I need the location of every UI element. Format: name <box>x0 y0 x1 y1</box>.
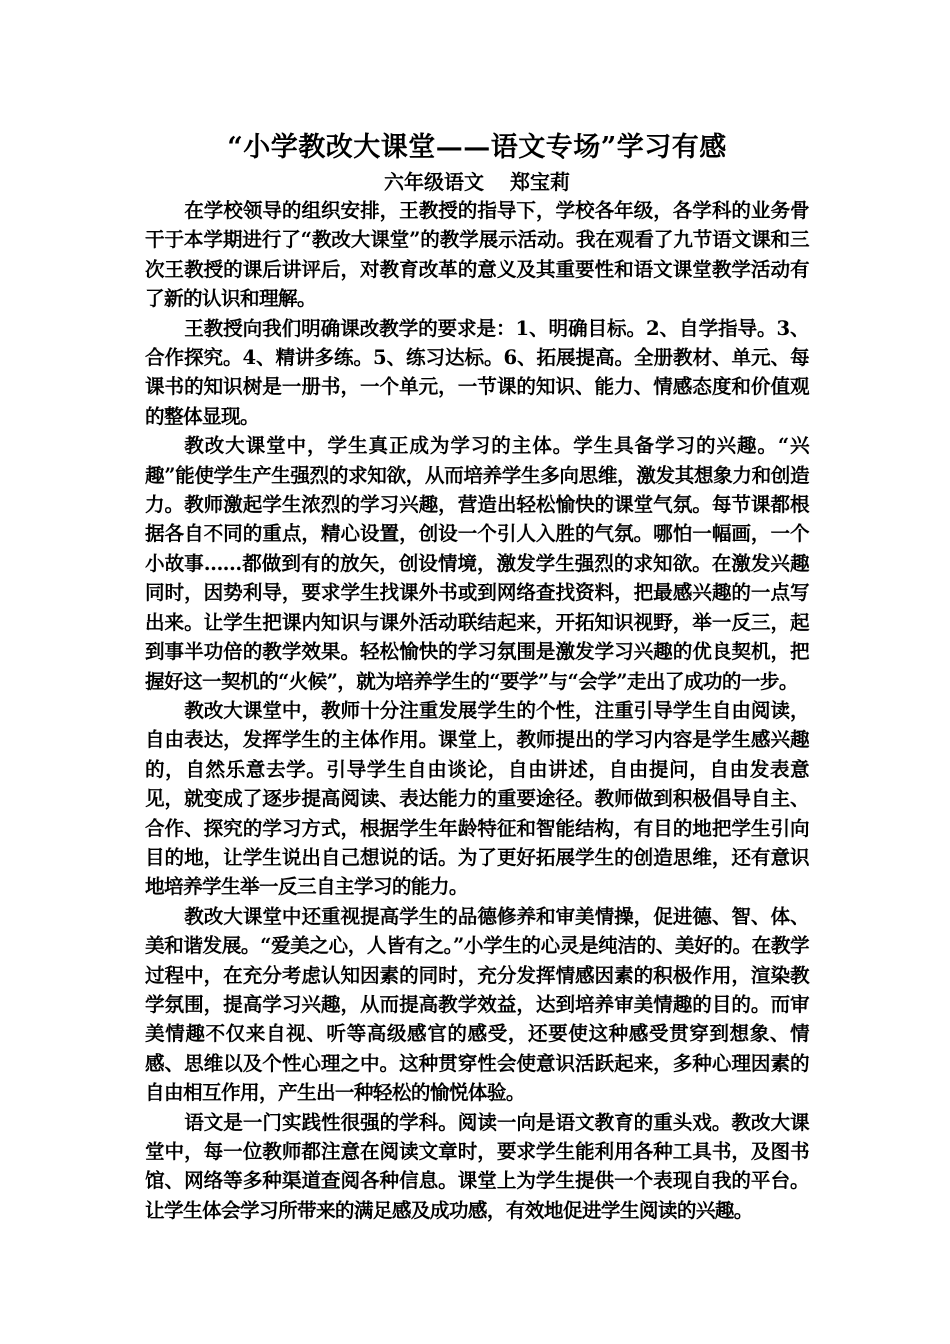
document-page <box>145 128 809 1225</box>
paragraph-2: 王教授向我们明确课改教学的要求是：1、明确目标。2、自学指导。3、合作探究。4、精讲多练。5、练习达标。6、拓展提高。全册教材、单元、每课书的知识树是一册书，一个单元，一节课的知识、能力、情感态度和价值观的整体显现。 <box>145 316 809 428</box>
paragraph-3: 教改大课堂中，学生真正成为学习的主体。学生具备学习的兴趣。“兴趣”能使学生产生强烈的求知欲，从而培养学生多向思维，激发其想象力和创造力。教师激起学生浓烈的学习兴趣，营造出轻松愉快的课堂气氛。每节课都根据各自不同的重点，精心设置，创设一个引人入胜的气氛。哪怕一幅画，一个小故事……都做到有的放矢，创设情境，激发学生强烈的求知欲。在激发兴趣同时，因势利导，要求学生找课外书或到网络查找资料，把最感兴趣的一点写出来。让学生把课内知识与课外活动联结起来，开拓知识视野，举一反三，起到事半功倍的教学效果。轻松愉快的学习氛围是激发学习兴趣的优良契机，把握好这一契机的“火候”，就为培养学生的“要学”与“会学”走出了成功的一步。 <box>145 434 809 693</box>
paragraph-1: 在学校领导的组织安排，王教授的指导下，学校各年级，各学科的业务骨干于本学期进行了“教改大课堂”的教学展示活动。我在观看了九节语文课和三次王教授的课后讲评后，对教育改革的意义及其重要性和语文课堂教学活动有了新的认识和理解。 <box>145 199 809 311</box>
byline-grade: 六年级语文 <box>384 170 484 194</box>
document-title: “小学教改大课堂——语文专场”学习有感 <box>227 132 727 163</box>
paragraph-6: 语文是一门实践性很强的学科。阅读一向是语文教育的重头戏。教改大课堂中，每一位教师都注意在阅读文章时，要求学生能利用各种工具书，及图书馆、网络等多种渠道查阅各种信息。课堂上为学生提供一个表现自我的平台。让学生体会学习所带来的满足感及成功感，有效地促进学生阅读的兴趣。 <box>145 1110 809 1222</box>
byline-author: 郑宝莉 <box>510 170 570 194</box>
byline <box>145 168 809 196</box>
paragraph-5: 教改大课堂中还重视提高学生的品德修养和审美情操，促进德、智、体、美和谐发展。“爱美之心，人皆有之。”小学生的心灵是纯洁的、美好的。在教学过程中，在充分考虑认知因素的同时，充分发挥情感因素的积极作用，渲染教学氛围，提高学习兴趣，从而提高教学效益，达到培养审美情趣的目的。而审美情趣不仅来自视、听等高级感官的感受，还要使这种感受贯穿到想象、情感、思维以及个性心理之中。这种贯穿性会使意识活跃起来，多种心理因素的自由相互作用，产生出一种轻松的愉悦体验。 <box>145 904 809 1105</box>
paragraph-4: 教改大课堂中，教师十分注重发展学生的个性，注重引导学生自由阅读，自由表达，发挥学生的主体作用。课堂上，教师提出的学习内容是学生感兴趣的，自然乐意去学。引导学生自由谈论，自由讲述，自由提问，自由发表意见，就变成了逐步提高阅读、表达能力的重要途径。教师做到积极倡导自主、合作、探究的学习方式，根据学生年龄特征和智能结构，有目的地把学生引向目的地，让学生说出自己想说的话。为了更好拓展学生的创造思维，还有意识地培养学生举一反三自主学习的能力。 <box>145 698 809 899</box>
